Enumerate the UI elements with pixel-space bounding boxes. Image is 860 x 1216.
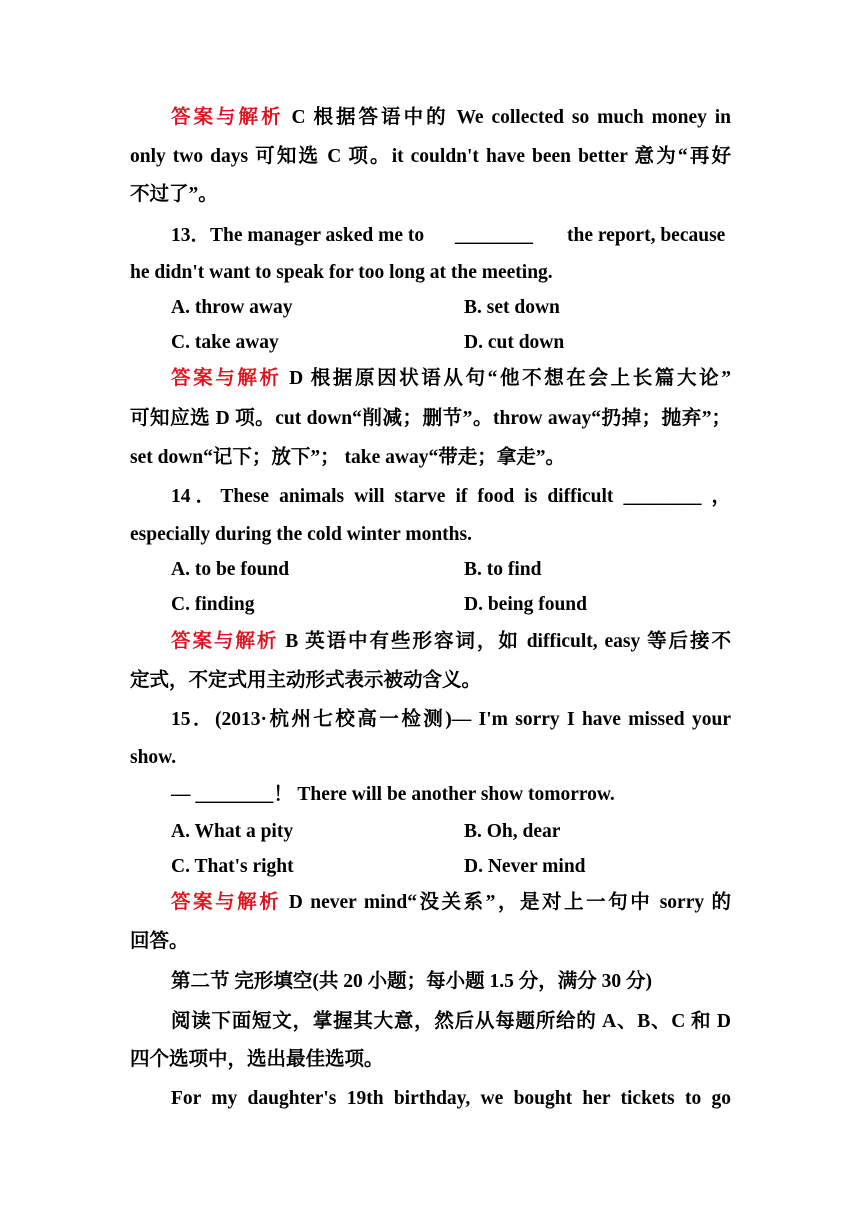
option-a: A. to be found (171, 559, 290, 580)
stem-text: 14．These animals will starve if food is difficult (171, 486, 614, 507)
answer-blank: ________ (623, 486, 702, 507)
q12-explanation-line2: only two days 可知选 C 项。it couldn't have been better 意为“再好 (130, 146, 731, 167)
option-d: D. being found (464, 594, 587, 615)
option-c: C. finding (171, 594, 255, 615)
answer-letter: D (288, 892, 303, 913)
q13-explanation-line2: 可知应选 D 项。cut down“削减；删节”。throw away“扔掉；抛弃”； (130, 408, 731, 429)
answer-letter: C (291, 107, 306, 128)
option-a: A. What a pity (171, 821, 294, 842)
option-a: A. throw away (171, 297, 293, 318)
stem-text: 13．The manager asked me to (171, 225, 425, 246)
q15-explanation-line1 (171, 891, 731, 915)
answer-blank: ________ (455, 225, 533, 246)
instruction-line2: 四个选项中，选出最佳选项。 (130, 1049, 384, 1070)
q15-explanation-line2: 回答。 (130, 931, 189, 952)
q14-explanation-line2: 定式，不定式用主动形式表示被动含义。 (130, 670, 482, 691)
q14-stem-line2: especially during the cold winter months. (130, 524, 472, 545)
option-b: B. to find (464, 559, 542, 580)
stem-text: the report, because (567, 225, 726, 246)
answer-letter: D (289, 368, 304, 389)
q14-explanation-line1 (171, 630, 731, 654)
q13-options-row2 (171, 331, 731, 355)
q15-stem-line1: 15．(2013·杭州七校高一检测)— I'm sorry I have missed your (171, 709, 731, 730)
q15-stem-line2: show. (130, 747, 177, 768)
explanation-text: 根据原因状语从句“他不想在会上长篇大论” (310, 368, 731, 389)
q12-explanation-line3: 不过了”。 (130, 184, 218, 205)
answer-blank: ________ (195, 784, 274, 805)
option-b: B. Oh, dear (464, 821, 561, 842)
q13-explanation-line3: set down“记下；放下”； take away“带走；拿走”。 (130, 447, 565, 468)
q14-options-row2 (171, 593, 731, 617)
q14-options-row1 (171, 558, 731, 582)
explanation-text: never mind“没关系”，是对上一句中 sorry 的 (310, 892, 732, 913)
q13-stem-line1 (171, 224, 731, 248)
answer-label: 答案与解析 (171, 368, 282, 389)
answer-label: 答案与解析 (171, 631, 279, 652)
passage-line1: For my daughter's 19th birthday, we bought her tickets to go (171, 1088, 731, 1109)
option-b: B. set down (464, 297, 560, 318)
q15-reply-line (171, 783, 731, 807)
answer-label: 答案与解析 (171, 107, 284, 128)
q15-options-row1 (171, 820, 731, 844)
answer-label: 答案与解析 (171, 892, 282, 913)
q12-explanation-line1 (171, 106, 731, 130)
dash: — (171, 784, 191, 805)
explanation-text: 英语中有些形容词，如 difficult, easy 等后接不 (305, 631, 732, 652)
reply-text: ！ There will be another show tomorrow. (273, 784, 615, 805)
q13-explanation-line1 (171, 367, 731, 391)
instruction-line1: 阅读下面短文，掌握其大意，然后从每题所给的 A、B、C 和 D (171, 1011, 731, 1032)
answer-letter: B (285, 631, 299, 652)
q13-options-row1 (171, 296, 731, 320)
option-c: C. That's right (171, 856, 294, 877)
option-c: C. take away (171, 332, 279, 353)
q13-stem-line2: he didn't want to speak for too long at the meeting. (130, 262, 553, 283)
section-heading: 第二节 完形填空(共 20 小题；每小题 1.5 分，满分 30 分) (171, 971, 652, 992)
option-d: D. cut down (464, 332, 565, 353)
q14-stem-line1 (171, 485, 731, 509)
option-d: D. Never mind (464, 856, 586, 877)
explanation-text: 根据答语中的 We collected so much money in (313, 107, 732, 128)
stem-text: ， (711, 486, 732, 507)
q15-options-row2 (171, 855, 731, 879)
